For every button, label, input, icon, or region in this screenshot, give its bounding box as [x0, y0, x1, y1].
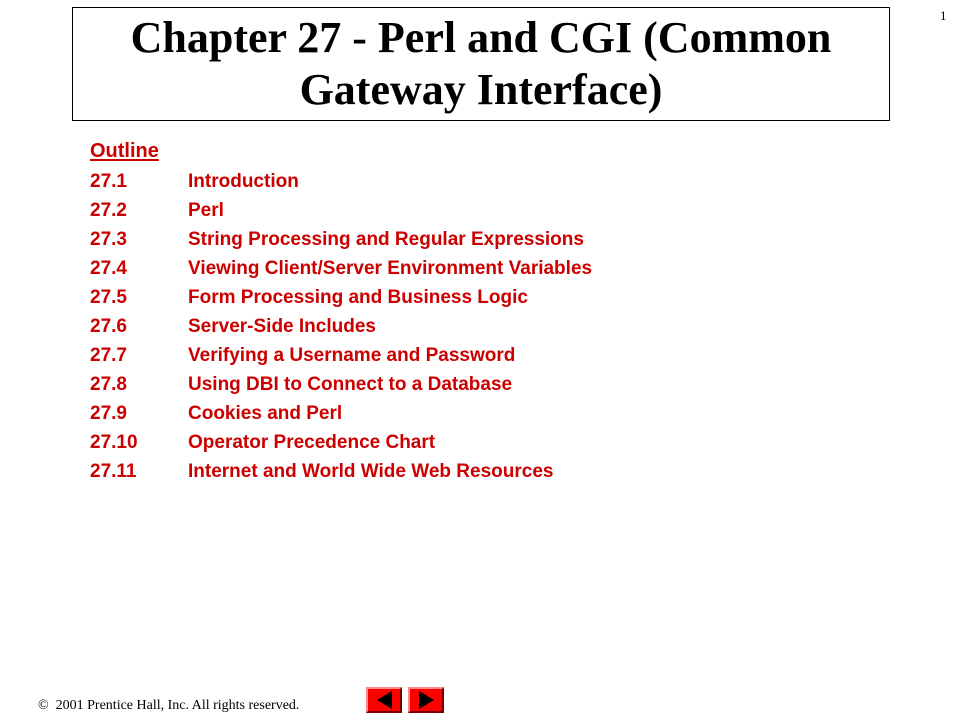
outline-item-number: 27.10 — [90, 431, 138, 453]
outline-item-title: Viewing Client/Server Environment Variables — [188, 257, 593, 279]
copyright-text: 2001 Prentice Hall, Inc. All rights reserved. — [55, 698, 300, 713]
title-line-2: Gateway Interface) — [299, 65, 663, 114]
outline-item-number: 27.11 — [90, 460, 137, 482]
outline-heading: Outline — [90, 140, 159, 162]
page-number: 1 — [940, 8, 947, 23]
outline-item-number: 27.9 — [90, 402, 127, 424]
outline-item-title: Internet and World Wide Web Resources — [188, 460, 554, 482]
outline-item-title: Perl — [188, 199, 224, 221]
outline-item-title: Operator Precedence Chart — [188, 431, 436, 453]
slide-title — [131, 12, 832, 116]
outline-item-number: 27.7 — [90, 344, 127, 366]
outline-item-title: Server-Side Includes — [188, 315, 376, 337]
outline-item-title: String Processing and Regular Expressions — [188, 228, 584, 250]
right-triangle-icon — [419, 691, 434, 709]
outline-item — [90, 457, 790, 486]
outline-item — [90, 283, 790, 312]
outline-item — [90, 399, 790, 428]
outline-item-number: 27.6 — [90, 315, 127, 337]
outline-item-title: Verifying a Username and Password — [188, 344, 516, 366]
outline-item-number: 27.5 — [90, 286, 127, 308]
outline-item-title: Cookies and Perl — [188, 402, 343, 424]
previous-slide-button[interactable] — [366, 687, 402, 713]
next-slide-button[interactable] — [408, 687, 444, 713]
outline-item-number: 27.1 — [90, 170, 127, 192]
title-box — [72, 7, 890, 121]
outline-item — [90, 254, 790, 283]
copyright-footer — [38, 698, 299, 714]
outline-item-number: 27.3 — [90, 228, 127, 250]
outline-item — [90, 225, 790, 254]
outline-item — [90, 196, 790, 225]
outline-item — [90, 312, 790, 341]
outline — [90, 138, 790, 486]
outline-item — [90, 370, 790, 399]
copyright-symbol: © — [38, 698, 49, 713]
outline-item-title: Form Processing and Business Logic — [188, 286, 528, 308]
title-line-1: Chapter 27 - Perl and CGI (Common — [130, 13, 832, 62]
outline-item-number: 27.2 — [90, 199, 127, 221]
left-triangle-icon — [377, 691, 392, 709]
outline-item-title: Introduction — [188, 170, 299, 192]
outline-item — [90, 428, 790, 457]
outline-item-number: 27.8 — [90, 373, 127, 395]
outline-list — [90, 167, 790, 486]
outline-item-number: 27.4 — [90, 257, 127, 279]
outline-item — [90, 167, 790, 196]
outline-item-title: Using DBI to Connect to a Database — [188, 373, 513, 395]
slide-navigation — [366, 687, 444, 713]
outline-item — [90, 341, 790, 370]
